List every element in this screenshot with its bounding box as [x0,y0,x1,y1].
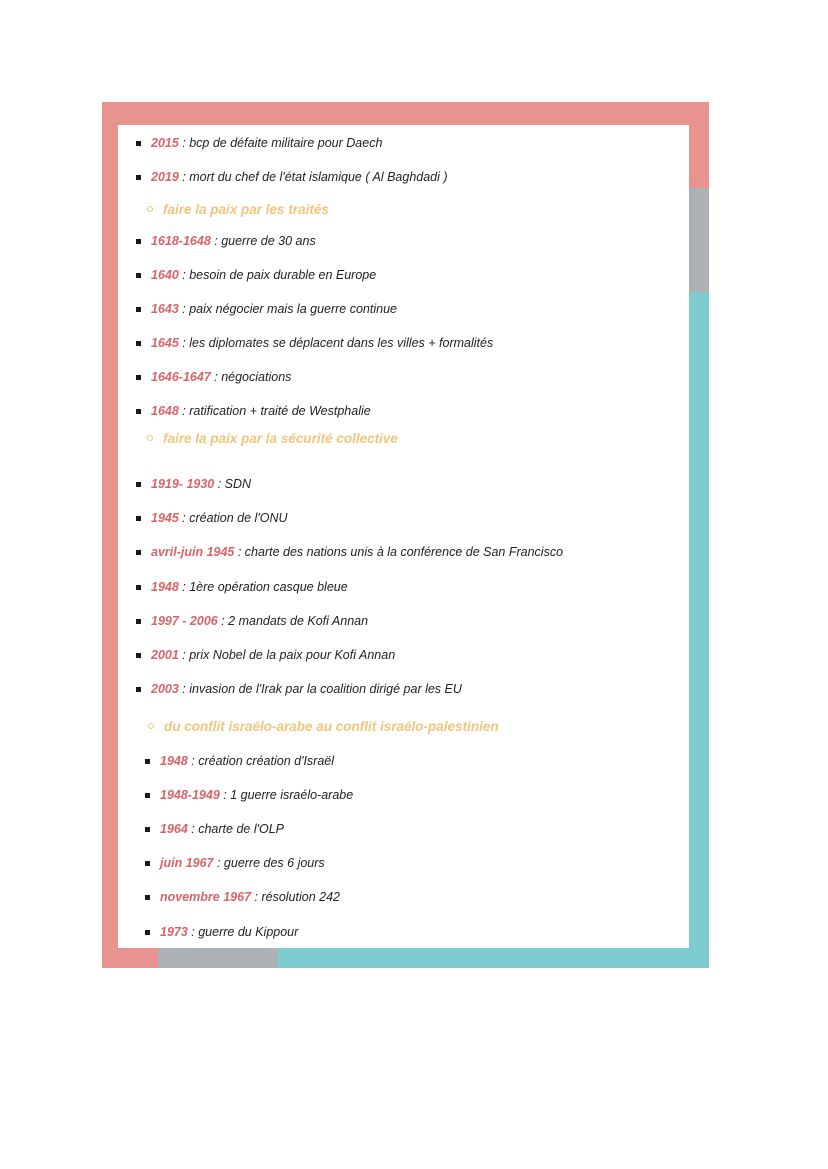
square-bullet-icon [136,239,141,244]
timeline-item [136,541,563,563]
square-bullet-icon [136,482,141,487]
square-bullet-icon [136,409,141,414]
timeline-date: 1948 [151,580,179,594]
timeline-description: : mort du chef de l'état islamique ( Al Baghdadi ) [178,170,448,184]
timeline-date: 1643 [151,302,179,316]
section-heading-text: du conflit israélo-arabe au conflit israélo-palestinien [164,718,499,734]
square-bullet-icon [136,307,141,312]
timeline-item [136,576,348,598]
timeline-date: 2001 [151,648,179,662]
frame-bottom-grey [158,948,278,968]
timeline-description: : guerre de 30 ans [210,234,316,248]
timeline-date: avril-juin 1945 [151,545,235,559]
timeline-description: : invasion de l'Irak par la coalition dirigé par les EU [178,682,462,696]
square-bullet-icon [136,653,141,658]
timeline-item [136,678,462,700]
timeline-date: 1646-1647 [151,370,211,384]
square-bullet-icon [145,759,150,764]
timeline-date: 1973 [160,925,188,939]
timeline-item [136,166,448,188]
square-bullet-icon [145,861,150,866]
timeline-item [136,366,291,388]
timeline-date: 1645 [151,336,179,350]
square-bullet-icon [145,793,150,798]
timeline-item [145,750,334,772]
square-bullet-icon [136,687,141,692]
section-heading-text: faire la paix par la sécurité collective [163,430,398,446]
timeline-item [136,644,395,666]
timeline-description: : négociations [210,370,292,384]
timeline-date: 2015 [151,136,179,150]
timeline-description: : besoin de paix durable en Europe [178,268,377,282]
circle-bullet-icon [147,206,153,212]
square-bullet-icon [136,375,141,380]
timeline-item [145,818,284,840]
timeline-item [136,400,371,422]
timeline-date: 1997 - 2006 [151,614,218,628]
timeline-item [136,264,376,286]
timeline-date: 1948-1949 [160,788,220,802]
timeline-item [145,852,325,874]
timeline-date: novembre 1967 [160,890,252,904]
timeline-description: : prix Nobel de la paix pour Kofi Annan [178,648,396,662]
timeline-item [136,298,397,320]
frame-left-pink [102,102,118,968]
timeline-date: 1964 [160,822,188,836]
timeline-item [136,332,493,354]
timeline-description: : paix négocier mais la guerre continue [178,302,397,316]
section-heading [147,198,329,220]
circle-bullet-icon [147,435,153,441]
timeline-item [136,610,368,632]
timeline-description: : création création d'Israël [187,754,335,768]
timeline-description: : 1ère opération casque bleue [178,580,348,594]
circle-bullet-icon [148,723,154,729]
frame-right-pink [689,102,709,188]
square-bullet-icon [136,516,141,521]
square-bullet-icon [136,141,141,146]
section-heading [147,427,398,449]
frame-top-pink [102,102,709,125]
timeline-item [136,230,316,252]
square-bullet-icon [136,585,141,590]
timeline-item [145,921,298,943]
square-bullet-icon [136,550,141,555]
timeline-description: : charte de l'OLP [187,822,284,836]
content-page [118,125,689,947]
square-bullet-icon [136,619,141,624]
timeline-date: 1919- 1930 [151,477,215,491]
section-heading [148,715,499,737]
square-bullet-icon [145,895,150,900]
timeline-date: juin 1967 [160,856,214,870]
timeline-description: : guerre des 6 jours [213,856,325,870]
timeline-description: : 1 guerre israélo-arabe [219,788,354,802]
timeline-description: : les diplomates se déplacent dans les villes + formalités [178,336,494,350]
timeline-description: : charte des nations unis à la conférence de San Francisco [234,545,564,559]
timeline-item [145,784,353,806]
timeline-date: 2003 [151,682,179,696]
frame-right-teal [689,292,709,968]
section-heading-text: faire la paix par les traités [163,201,329,217]
timeline-item [145,886,340,908]
timeline-date: 1945 [151,511,179,525]
timeline-description: : guerre du Kippour [187,925,299,939]
timeline-date: 1948 [160,754,188,768]
square-bullet-icon [136,273,141,278]
timeline-item [136,132,382,154]
frame-right-grey [689,188,709,292]
square-bullet-icon [145,930,150,935]
square-bullet-icon [136,175,141,180]
timeline-description: : bcp de défaite militaire pour Daech [178,136,383,150]
square-bullet-icon [145,827,150,832]
timeline-description: : résolution 242 [251,890,340,904]
timeline-description: : SDN [214,477,252,491]
timeline-date: 2019 [151,170,179,184]
timeline-date: 1648 [151,404,179,418]
timeline-date: 1640 [151,268,179,282]
timeline-item [136,507,288,529]
timeline-item [136,473,251,495]
square-bullet-icon [136,341,141,346]
timeline-description: : création de l'ONU [178,511,288,525]
timeline-description: : 2 mandats de Kofi Annan [217,614,369,628]
timeline-description: : ratification + traité de Westphalie [178,404,371,418]
timeline-date: 1618-1648 [151,234,211,248]
frame-bottom-teal [278,948,709,968]
frame-bottom-pink [102,948,158,968]
